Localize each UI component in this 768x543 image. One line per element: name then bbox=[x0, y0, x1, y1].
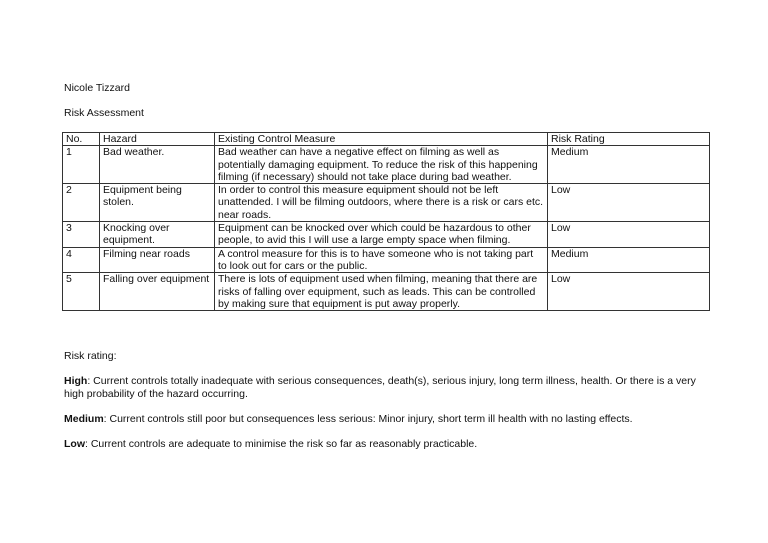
column-header-hazard: Hazard bbox=[100, 133, 215, 146]
cell-hazard: Bad weather. bbox=[100, 146, 215, 184]
table-row bbox=[63, 247, 710, 273]
cell-no: 3 bbox=[63, 222, 100, 248]
cell-hazard: Equipment being stolen. bbox=[100, 184, 215, 222]
cell-control-measure: Equipment can be knocked over which could be hazardous to other people, to avid this I will use a large empty space when filming. bbox=[215, 222, 548, 248]
cell-no: 5 bbox=[63, 273, 100, 311]
column-header-no: No. bbox=[63, 133, 100, 146]
legend-medium-text: : Current controls still poor but consequences less serious: Minor injury, short term ill health with no lasting effects. bbox=[103, 413, 633, 425]
cell-control-measure: There is lots of equipment used when filming, meaning that there are risks of falling over equipment, such as leads. This can be controlled by making sure that equipment is put away properly. bbox=[215, 273, 548, 311]
cell-hazard: Filming near roads bbox=[100, 247, 215, 273]
legend-high-label: High bbox=[64, 375, 88, 387]
legend-medium-label: Medium bbox=[64, 413, 104, 425]
legend-high-text: : Current controls totally inadequate with serious consequences, death(s), serious injury, long term illness, health. Or there is a very high probability of the hazard occurring. bbox=[64, 375, 696, 400]
legend-low bbox=[64, 438, 714, 451]
legend-low-text: : Current controls are adequate to minimise the risk so far as reasonably practicable. bbox=[85, 438, 478, 450]
cell-risk-rating: Medium bbox=[548, 146, 710, 184]
table-row bbox=[63, 222, 710, 248]
cell-risk-rating: Low bbox=[548, 222, 710, 248]
column-header-control-measure: Existing Control Measure bbox=[215, 133, 548, 146]
cell-control-measure: In order to control this measure equipment should not be left unattended. I will be filming outdoors, where there is a risk or cars etc. near roads. bbox=[215, 184, 548, 222]
cell-hazard: Knocking over equipment. bbox=[100, 222, 215, 248]
risk-assessment-table bbox=[62, 132, 710, 311]
legend-low-label: Low bbox=[64, 438, 85, 450]
cell-hazard: Falling over equipment bbox=[100, 273, 215, 311]
author-name: Nicole Tizzard bbox=[64, 82, 130, 94]
table-row bbox=[63, 184, 710, 222]
column-header-risk-rating: Risk Rating bbox=[548, 133, 710, 146]
cell-no: 4 bbox=[63, 247, 100, 273]
legend-medium bbox=[64, 413, 714, 426]
cell-risk-rating: Low bbox=[548, 273, 710, 311]
risk-rating-heading: Risk rating: bbox=[64, 350, 117, 362]
legend-high bbox=[64, 375, 714, 401]
cell-control-measure: Bad weather can have a negative effect on filming as well as potentially damaging equipment. To reduce the risk of this happening filming (if necessary) should not take place during bad weather. bbox=[215, 146, 548, 184]
table-header-row bbox=[63, 133, 710, 146]
cell-no: 2 bbox=[63, 184, 100, 222]
cell-risk-rating: Medium bbox=[548, 247, 710, 273]
cell-no: 1 bbox=[63, 146, 100, 184]
table-row bbox=[63, 273, 710, 311]
document-title: Risk Assessment bbox=[64, 107, 144, 119]
cell-risk-rating: Low bbox=[548, 184, 710, 222]
cell-control-measure: A control measure for this is to have someone who is not taking part to look out for cars or the public. bbox=[215, 247, 548, 273]
table-row bbox=[63, 146, 710, 184]
